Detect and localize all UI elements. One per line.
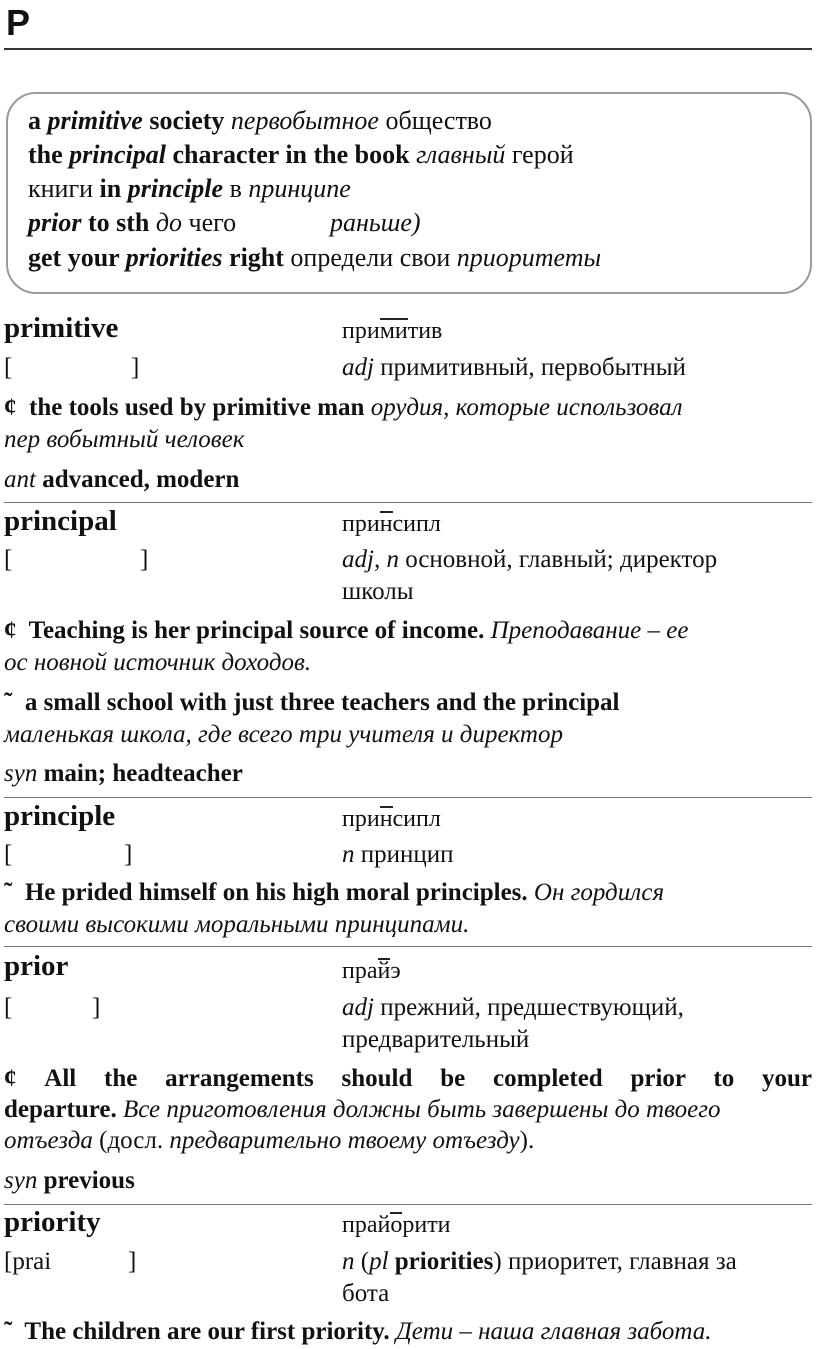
definition-prior: adj прежний, предшествующий, (342, 994, 684, 1021)
headword-primitive: primitive (4, 312, 119, 344)
box-line-4: prior to sth до чего (28, 208, 237, 237)
transcription-open: [ (4, 354, 13, 381)
example-primitive: ¢ the tools used by primitive man орудия, которые использовал (4, 394, 683, 421)
transcription-close: ] (140, 546, 149, 573)
pronunciation-principle: принсипл (342, 806, 441, 832)
header-rule (4, 48, 812, 50)
box-line-3: книги in principle в принципе (28, 174, 351, 203)
pronunciation-priority: прайорити (342, 1212, 451, 1238)
transcription-close: ] (128, 1248, 137, 1275)
example-principle: ˜ He prided himself on his high moral principles. Он гордился (4, 879, 665, 906)
headword-priority: priority (4, 1206, 101, 1238)
section-letter: P (6, 2, 31, 43)
box-line-1: a primitive society первобытное общество (28, 106, 492, 135)
example-prior: ¢ All the arrangements should be completed prior to your (4, 1065, 812, 1092)
transcription-open: [ (4, 546, 13, 573)
pronunciation-principal: принсипл (342, 511, 441, 537)
box-line-4-note: раньше) (330, 208, 421, 237)
definition-prior-cont: предварительный (342, 1026, 530, 1053)
box-line-5: get your priorities right определи свои приоритеты (28, 243, 602, 272)
entry-separator (4, 797, 812, 798)
transcription-close: ] (92, 994, 101, 1021)
headword-principle: principle (4, 800, 116, 832)
entry-separator (4, 502, 812, 503)
example-primitive-cont: пер вобытный человек (4, 426, 245, 453)
example-principal-2: ˜ a small school with just three teachers and the principal (4, 689, 620, 716)
entry-separator (4, 1204, 812, 1205)
example-principal-1-cont: ос новной источник доходов. (4, 649, 312, 676)
synonyms-prior: syn previous (4, 1167, 135, 1194)
box-line-2: the principal character in the book главный герой (28, 140, 574, 169)
definition-principal: adj, n основной, главный; директор (342, 546, 718, 573)
transcription-open: [prai (4, 1248, 52, 1275)
definition-priority-cont: бота (342, 1280, 390, 1307)
definition-principal-cont: школы (342, 578, 414, 605)
example-prior-cont: departure. Все приготовления должны быть завершены до твоего (4, 1096, 721, 1123)
transcription-close: ] (131, 354, 140, 381)
headword-prior: prior (4, 950, 69, 982)
antonyms-primitive: ant advanced, modern (4, 466, 240, 493)
transcription-open: [ (4, 841, 13, 868)
definition-priority: n (pl priorities) приоритет, главная за (342, 1248, 737, 1275)
example-priority: ˜ The children are our first priority. Дети – наша главная забота. (4, 1318, 712, 1345)
headword-principal: principal (4, 505, 117, 537)
entry-separator (4, 946, 812, 947)
example-principal-1: ¢ Teaching is her principal source of income. Преподавание – ее (4, 617, 689, 644)
synonyms-principal: syn main; headteacher (4, 760, 243, 787)
definition-primitive: adj примитивный, первобытный (342, 354, 686, 381)
transcription-close: ] (124, 841, 133, 868)
example-principal-2-cont: маленькая школа, где всего три учителя и директор (4, 721, 563, 748)
definition-principle: n принцип (342, 841, 454, 868)
pronunciation-primitive: примитив (342, 318, 443, 344)
example-prior-cont-2: отъезда (досл. предварительно твоему отъезду). (4, 1127, 535, 1154)
example-principle-cont: своими высокими моральными принципами. (4, 911, 470, 938)
pronunciation-prior: прайэ (342, 958, 401, 984)
transcription-open: [ (4, 994, 13, 1021)
